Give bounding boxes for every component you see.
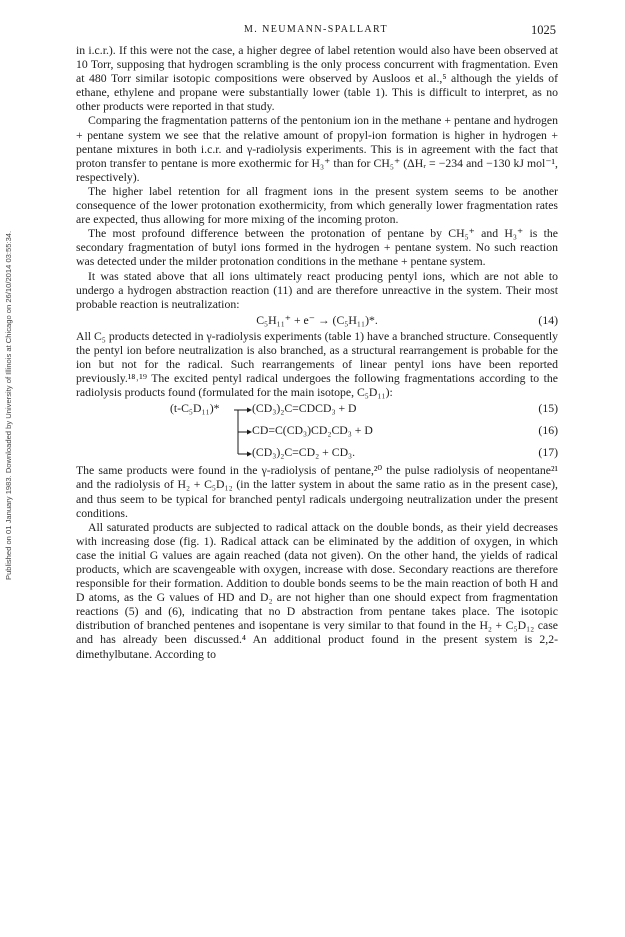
equation-14-number: (14) [538,313,558,327]
equation-17-number: (17) [538,446,558,460]
paragraph-fragmentation-patterns: Comparing the fragmentation patterns of the pentonium ion in the methane + pentane and hydrogen + pentane system we see that the relative amount of propyl-ion formation is higher in hydrogen + pentane mixtures in both i.c.r. and γ-radiolysis experiments. This is in agreement with the fact that proton transfer to pentane is more exothermic for H₃⁺ than for CH₅⁺ (ΔHᵣ = −234 and −130 kJ mol⁻¹, respectively). [76,114,558,184]
fragmentation-product-16: CD=C(CD₃)CD₂CD₃ + D [252,424,373,438]
page-number: 1025 [531,23,556,37]
download-watermark-text: Published on 01 January 1983. Downloaded by University of Illinois at Chicago on 26/10/2014 03:55:34. [4,230,13,580]
equation-14 [76,314,558,328]
running-header [76,24,556,40]
fragmentation-scheme [76,402,558,460]
download-watermark [4,150,16,580]
paragraph-neutralization: It was stated above that all ions ultimately react producing pentyl ions, which are not able to undergo a hydrogen abstraction reaction (11) and are therefore unreactive in the system. Their most probable reaction is neutralization: [76,269,558,311]
fragmentation-product-15: (CD₃)₂C=CDCD₃ + D [252,402,357,416]
paragraph-same-products: The same products were found in the γ-radiolysis of pentane,²⁰ the pulse radiolysis of neopentane²¹ and the radiolysis of H₂ + C₅D₁₂ (in the latter system in about the same ratio as in the present case), and thus seem to be typical for branched pentyl radicals undergoing neutralization under the present conditions. [76,464,558,520]
paragraph-continued: in i.c.r.). If this were not the case, a higher degree of label retention would also have been observed at 10 Torr, supposing that hydrogen scrambling is the only process concurrent with fragmentation. Even at 480 Torr similar isotopic compositions were observed by Ausloos et al.,⁵ although the yields of ethane, ethylene and propane were substantially lower (table 1). This is difficult to interpret, as no other products were reported in that study. [76,44,558,114]
article-body [76,44,558,662]
paragraph-protonation-difference: The most profound difference between the protonation of pentane by CH₅⁺ and H₃⁺ is the secondary fragmentation of butyl ions formed in the hydrogen + pentane system. No such reaction was detected under the milder protonation conditions in the methane + pentane system. [76,227,558,269]
equation-15-number: (15) [538,402,558,416]
branching-arrows [234,402,254,460]
paragraph-radical-attack: All saturated products are subjected to radical attack on the double bonds, as their yield decreases with increasing dose (fig. 1). Radical attack can be eliminated by the addition of oxygen, in which case the initial G values are again reached (data not given). On the other hand, the yields of radical products, which are scavengeable with oxygen, increase with dose. Secondary reactions are therefore responsible for their formation. Addition to double bonds seems to be the main reaction of both H and D atoms, as the G values of HD and D₂ are not higher than one should expect from fragmentation reactions (5) and (6), indicating that no D abstraction from pentane takes place. The isotopic distribution of branched pentenes and isopentane is very similar to that found in the H₂ + C₅D₁₂ case and has already been discussed.⁴ An additional product found in the present system is 2,2-dimethylbutane. According to [76,520,558,661]
paragraph-branched-structure: All C₅ products detected in γ-radiolysis experiments (table 1) have a branched structure. Consequently the pentyl ion before neutralization is also branched, as a structural rearrangement is probable for the ion but not for the radical. Such rearrangements of linear pentyl ions have been reported previously.¹⁸˒¹⁹ The excited pentyl radical undergoes the following fragmentations according to the radiolysis products found (formulated for the main isotope, C₅D₁₁): [76,329,558,400]
equation-16-number: (16) [538,424,558,438]
running-title: M. NEUMANN-SPALLART [244,24,388,35]
fragmentation-reactant: (t-C₅D₁₁)* [170,402,220,416]
equation-14-formula: C₅H₁₁⁺ + e⁻ → (C₅H₁₁)*. [256,313,378,327]
paragraph-label-retention: The higher label retention for all fragment ions in the present system seems to be another consequence of the lower protonation exothermicity, from which generally lower fragmentation rates are expected, thus allowing for more mixing of the incoming proton. [76,184,558,227]
fragmentation-product-17: (CD₃)₂C=CD₂ + CD₃. [252,446,356,460]
